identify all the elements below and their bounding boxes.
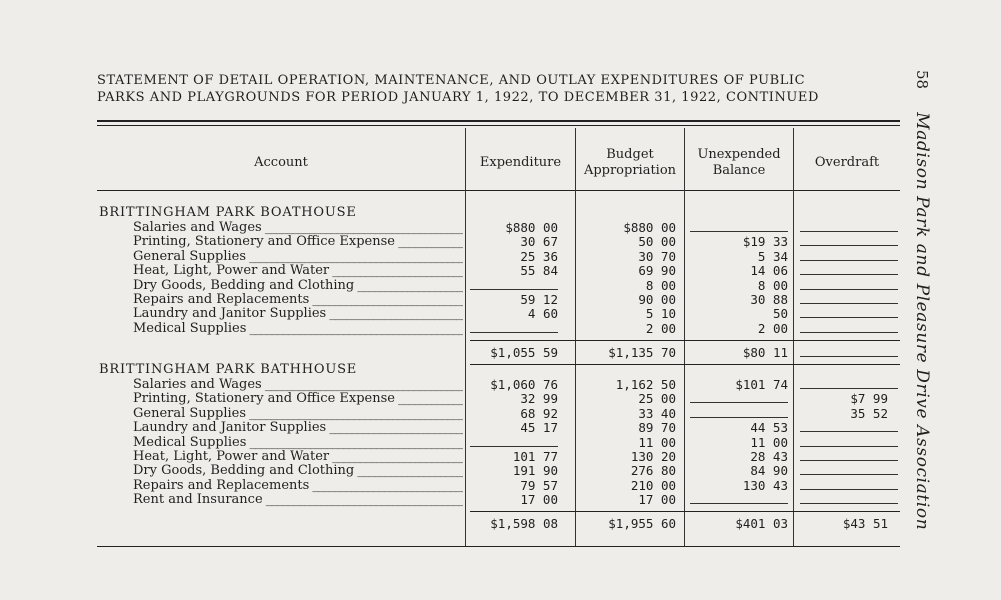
cell-bud: 17 00: [638, 492, 676, 508]
top-rule-thin: [97, 125, 900, 126]
cell-bud: 11 00: [638, 434, 676, 450]
cell-une: 44 53: [750, 420, 788, 436]
empty-cell-dash: [800, 489, 898, 490]
cell-exp: 25 36: [520, 248, 558, 264]
association-name: Madison Park and Pleasure Drive Association: [912, 112, 932, 531]
cell-bud: 210 00: [630, 477, 676, 493]
bottom-rule: [97, 546, 900, 547]
col-header-account: Account: [254, 154, 308, 170]
title-line-2: PARKS AND PLAYGROUNDS FOR PERIOD JANUARY 1, 1922, TO DECEMBER 31, 1922, CONTINUED: [97, 90, 819, 105]
total-exp: $1,598 08: [490, 516, 558, 531]
cell-bud: 130 20: [630, 449, 676, 464]
empty-cell-dash: [800, 317, 898, 318]
account-label: Medical Supplies _____: [133, 435, 463, 450]
table-row: [0, 435, 1001, 449]
empty-cell-dash: [800, 503, 898, 504]
empty-cell-dash: [800, 231, 898, 232]
empty-cell-dash: [690, 402, 788, 403]
empty-cell-dash: [470, 289, 558, 290]
table-row: [0, 492, 1001, 506]
empty-cell-dash: [470, 332, 558, 333]
cell-exp: 55 84: [520, 263, 558, 279]
account-label: General Supplies _____: [133, 406, 463, 421]
table-row: [0, 220, 1001, 234]
table-row: [0, 292, 1001, 306]
account-label: Salaries and Wages _____: [133, 377, 463, 392]
table-row: [0, 377, 1001, 391]
cell-une: $19 33: [742, 234, 788, 250]
empty-cell-dash: [800, 356, 898, 357]
cell-bud: 50 00: [638, 234, 676, 250]
cell-bud: 8 00: [645, 277, 676, 293]
cell-une: 2 00: [757, 320, 788, 336]
cell-exp: $1,060 76: [490, 377, 558, 392]
table-row: [0, 406, 1001, 420]
account-label: Repairs and Replacements _____: [133, 292, 463, 307]
table-row: [0, 321, 1001, 335]
account-label: Dry Goods, Bedding and Clothing _____: [133, 463, 463, 478]
cell-exp: 101 77: [512, 449, 558, 464]
cell-bud: 89 70: [638, 420, 676, 436]
cell-exp: 32 99: [520, 391, 558, 407]
cell-une: 50: [772, 306, 788, 322]
empty-cell-dash: [800, 303, 898, 304]
cell-ovr: 35 52: [850, 405, 888, 421]
cell-une: 84 90: [750, 463, 788, 479]
cell-bud: 5 10: [645, 306, 676, 322]
empty-cell-dash: [690, 417, 788, 418]
account-label: Rent and Insurance _____: [133, 492, 463, 507]
cell-exp: $880 00: [505, 220, 558, 235]
cell-bud: 90 00: [638, 292, 676, 307]
table-row: [0, 449, 1001, 463]
col-header-overdraft: Overdraft: [814, 154, 880, 170]
total-bottom-rule: [470, 364, 900, 365]
cell-une: 8 00: [757, 277, 788, 293]
title-line-1: STATEMENT OF DETAIL OPERATION, MAINTENANCE, AND OUTLAY EXPENDITURES OF PUBLIC: [97, 73, 806, 88]
table-row: [0, 420, 1001, 434]
cell-une: $101 74: [735, 377, 788, 392]
total-row: [0, 345, 1001, 359]
account-label: Heat, Light, Power and Water _____: [133, 263, 463, 278]
total-ovr: $43 51: [842, 516, 888, 531]
unexpended-line-2: Balance: [712, 162, 766, 178]
cell-exp: 59 12: [520, 292, 558, 307]
total-bud: $1,135 70: [608, 345, 676, 360]
empty-cell-dash: [800, 388, 898, 389]
top-rule-thick: [97, 120, 900, 122]
cell-une: 130 43: [742, 477, 788, 493]
col-header-budget: [576, 140, 684, 185]
empty-cell-dash: [800, 274, 898, 275]
total-une: $401 03: [735, 516, 788, 531]
total-exp: $1,055 59: [490, 345, 558, 360]
table-row: [0, 249, 1001, 263]
account-label: Repairs and Replacements _____: [133, 478, 463, 493]
empty-cell-dash: [800, 245, 898, 246]
account-label: Salaries and Wages _____: [133, 220, 463, 235]
section-title: BRITTINGHAM PARK BOATHOUSE: [99, 205, 357, 220]
empty-cell-dash: [690, 231, 788, 232]
table-row: [0, 263, 1001, 277]
cell-ovr: $7 99: [850, 391, 888, 407]
empty-cell-dash: [800, 289, 898, 290]
cell-exp: 68 92: [520, 405, 558, 421]
cell-exp: 17 00: [520, 492, 558, 508]
cell-bud: 33 40: [638, 405, 676, 421]
account-label: Laundry and Janitor Supplies _____: [133, 306, 463, 321]
section-title: BRITTINGHAM PARK BATHHOUSE: [99, 362, 358, 377]
side-header: [912, 70, 932, 531]
table-row: [0, 234, 1001, 248]
col-header-expenditure: Expenditure: [479, 154, 562, 170]
cell-exp: 30 67: [520, 234, 558, 250]
table-row: [0, 391, 1001, 405]
cell-une: 5 34: [757, 248, 788, 264]
cell-bud: 2 00: [645, 320, 676, 336]
cell-exp: 79 57: [520, 477, 558, 493]
empty-cell-dash: [800, 460, 898, 461]
cell-bud: 25 00: [638, 391, 676, 407]
budget-line-2: Appropriation: [583, 162, 677, 178]
cell-bud: 276 80: [630, 463, 676, 479]
cell-une: 14 06: [750, 263, 788, 279]
col-header-unexpended: [685, 140, 793, 185]
empty-cell-dash: [470, 446, 558, 447]
account-label: General Supplies _____: [133, 249, 463, 264]
empty-cell-dash: [800, 260, 898, 261]
cell-une: 11 00: [750, 434, 788, 450]
account-label: Dry Goods, Bedding and Clothing _____: [133, 278, 463, 293]
cell-une: 28 43: [750, 449, 788, 464]
cell-exp: 191 90: [512, 463, 558, 479]
cell-une: 30 88: [750, 292, 788, 307]
total-row: [0, 516, 1001, 530]
empty-cell-dash: [800, 332, 898, 333]
account-label: Laundry and Janitor Supplies _____: [133, 420, 463, 435]
budget-line-1: Budget: [606, 146, 654, 162]
page-number: 58: [913, 70, 931, 90]
cell-bud: $880 00: [623, 220, 676, 235]
table-row: [0, 478, 1001, 492]
total-une: $80 11: [742, 345, 788, 360]
cell-exp: 4 60: [527, 306, 558, 322]
account-label: Printing, Stationery and Office Expense _____: [133, 234, 463, 249]
total-bud: $1,955 60: [608, 516, 676, 531]
page-title: [97, 72, 902, 106]
unexpended-line-1: Unexpended: [697, 146, 781, 162]
table-row: [0, 278, 1001, 292]
table-row: [0, 306, 1001, 320]
empty-cell-dash: [690, 503, 788, 504]
empty-cell-dash: [800, 431, 898, 432]
empty-cell-dash: [800, 446, 898, 447]
account-label: Heat, Light, Power and Water _____: [133, 449, 463, 464]
empty-cell-dash: [800, 474, 898, 475]
cell-exp: 45 17: [520, 420, 558, 436]
account-label: Medical Supplies _____: [133, 321, 463, 336]
cell-bud: 30 70: [638, 248, 676, 264]
cell-bud: 1,162 50: [615, 377, 676, 392]
cell-bud: 69 90: [638, 263, 676, 279]
account-label: Printing, Stationery and Office Expense _____: [133, 391, 463, 406]
total-rule: [470, 511, 900, 512]
header-rule: [97, 190, 900, 191]
table-row: [0, 463, 1001, 477]
total-rule: [470, 340, 900, 341]
